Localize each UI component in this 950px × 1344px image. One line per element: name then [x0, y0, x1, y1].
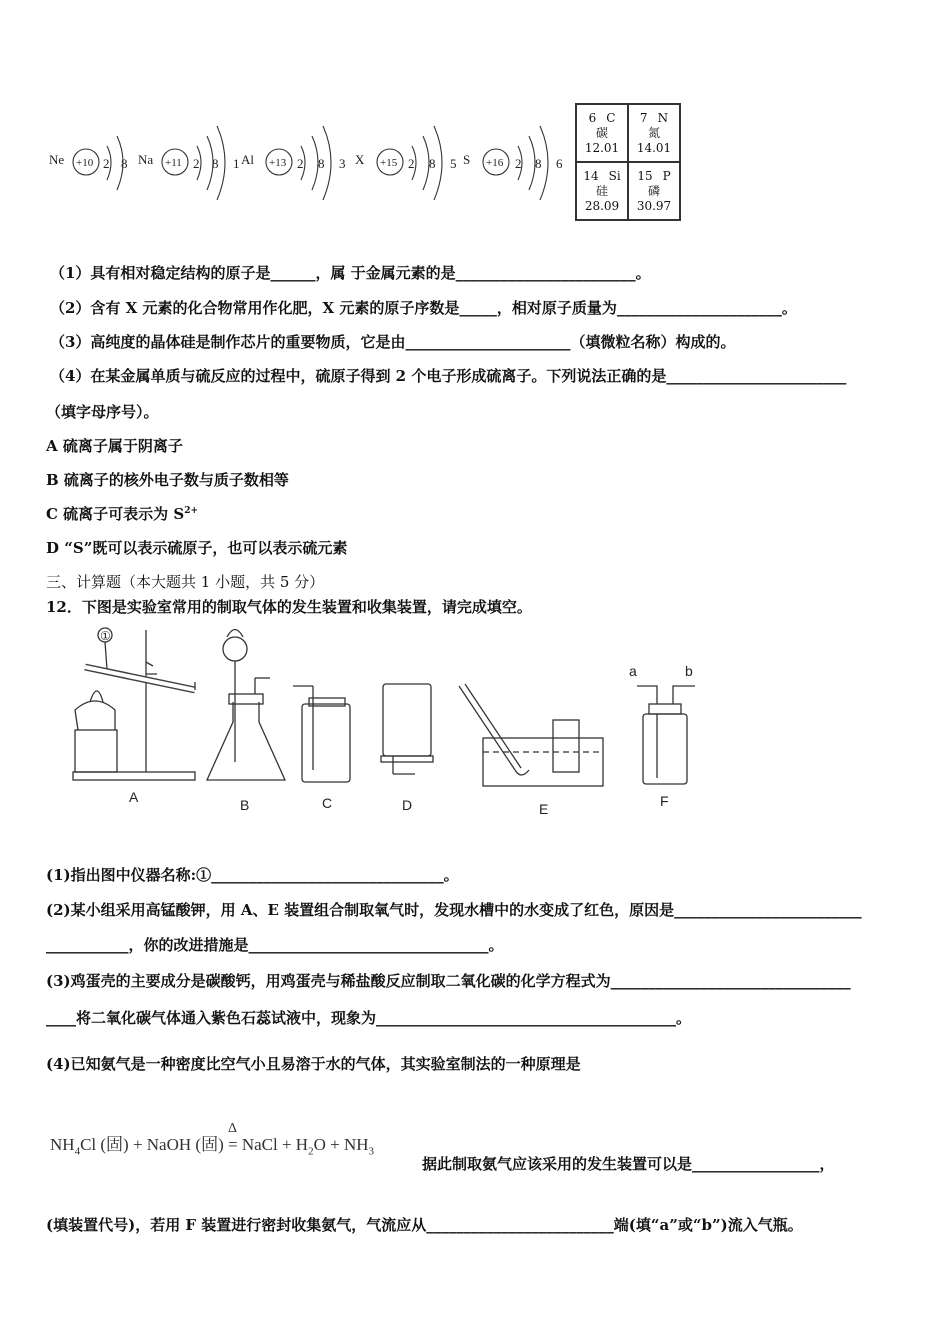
atom-symbol: Ne [49, 152, 65, 167]
q12-part3: (3)鸡蛋壳的主要成分是碳酸钙，用鸡蛋壳与稀盐酸反应制取二氧化碳的化学方程式为________________________________ [46, 972, 851, 990]
element-cell-p: 15 P 磷 30.97 [628, 162, 680, 220]
nucleus-label: +11 [165, 157, 182, 169]
nucleus-label: +13 [269, 157, 287, 169]
port-label-a: a [629, 663, 637, 679]
atom-symbol: X [355, 152, 365, 167]
apparatus-label-f: F [660, 793, 669, 809]
shell-count: 3 [339, 156, 346, 171]
apparatus-label-a: A [129, 789, 139, 805]
q11-part1: （1）具有相对稳定结构的原子是______，属 于金属元素的是________________________。 [50, 264, 651, 282]
q12-part2-cont: ___________，你的改进措施是________________________________。 [46, 936, 504, 954]
q11-part4: （4）在某金属单质与硫反应的过程中，硫原子得到 2 个电子形成硫离子。下列说法正确的是________________________ [50, 367, 847, 385]
atom-structure-diagrams [45, 108, 575, 218]
nucleus-label: +15 [380, 157, 398, 169]
q12-part1: (1)指出图中仪器名称:①_______________________________。 [46, 866, 459, 884]
apparatus-label-c: C [322, 795, 333, 811]
periodic-table-snippet [575, 103, 681, 221]
nucleus-label: +10 [76, 157, 94, 169]
q12-title: 12．下图是实验室常用的制取气体的发生装置和收集装置，请完成填空。 [46, 598, 532, 616]
q12-part4: (4)已知氨气是一种密度比空气小且易溶于水的气体，其实验室制法的一种原理是 [46, 1055, 581, 1073]
q11-part2: （2）含有 X 元素的化合物常用作化肥，X 元素的原子序数是_____，相对原子质量为______________________。 [50, 299, 797, 317]
q11-part3: （3）高纯度的晶体硅是制作芯片的重要物质，它是由______________________（填微粒名称）构成的。 [50, 333, 736, 351]
q12-part4-question: 据此制取氨气应该采用的发生装置可以是_________________， [422, 1155, 835, 1173]
shell-count: 2 [297, 156, 304, 171]
atom-symbol: Na [138, 152, 154, 167]
option-a: A 硫离子属于阴离子 [46, 437, 183, 455]
port-label-b: b [685, 663, 693, 679]
nucleus-label: +16 [486, 157, 504, 169]
shell-count: 2 [408, 156, 415, 171]
section-heading: 三、计算题（本大题共 1 小题，共 5 分） [46, 573, 325, 591]
option-b: B 硫离子的核外电子数与质子数相等 [46, 471, 289, 489]
apparatus-label-d: D [402, 797, 413, 813]
apparatus-label-e: E [539, 801, 549, 817]
option-d: D “S”既可以表示硫原子，也可以表示硫元素 [46, 539, 348, 557]
apparatus-figure [45, 622, 765, 822]
heat-symbol: Δ [227, 1121, 237, 1136]
atom-symbol: Al [241, 152, 254, 167]
shell-count: 2 [193, 156, 200, 171]
instrument-number: ① [100, 629, 111, 643]
shell-count: 1 [233, 156, 240, 171]
shell-count: 8 [535, 156, 542, 171]
shell-count: 8 [318, 156, 325, 171]
option-c: C 硫离子可表示为 $S^{2+}$ [46, 505, 199, 523]
element-cell-si: 14 Si 硅 28.09 [576, 162, 628, 220]
shell-count: 5 [450, 156, 457, 171]
atom-symbol: S [463, 152, 471, 167]
q12-part3-cont: ____将二氧化碳气体通入紫色石蕊试液中，现象为________________________________________。 [46, 1009, 692, 1027]
shell-count: 8 [121, 156, 128, 171]
q11-part4-cont: （填字母序号）。 [46, 403, 159, 421]
shell-count: 8 [429, 156, 436, 171]
element-cell-n: 7 N 氮 14.01 [628, 104, 680, 162]
q12-part4-cont: (填装置代号)，若用 F 装置进行密封收集氨气，气流应从_________________________端(填“a”或“b”)流入气瓶。 [46, 1216, 803, 1234]
element-cell-c: 6 C 碳 12.01 [576, 104, 628, 162]
shell-count: 6 [556, 156, 563, 171]
shell-count: 2 [515, 156, 522, 171]
stand-base [73, 772, 195, 780]
q12-part2: (2)某小组采用高锰酸钾，用 A、E 装置组合制取氧气时，发现水槽中的水变成了红色，原因是_________________________ [46, 901, 862, 919]
shell-count: 2 [103, 156, 110, 171]
shell-count: 8 [212, 156, 219, 171]
chemical-equation: $NH_4Cl$ (固) + NaOH (固) Δ = NaCl + $H_2O + NH_3$ [50, 1121, 374, 1158]
apparatus-label-b: B [240, 797, 250, 813]
